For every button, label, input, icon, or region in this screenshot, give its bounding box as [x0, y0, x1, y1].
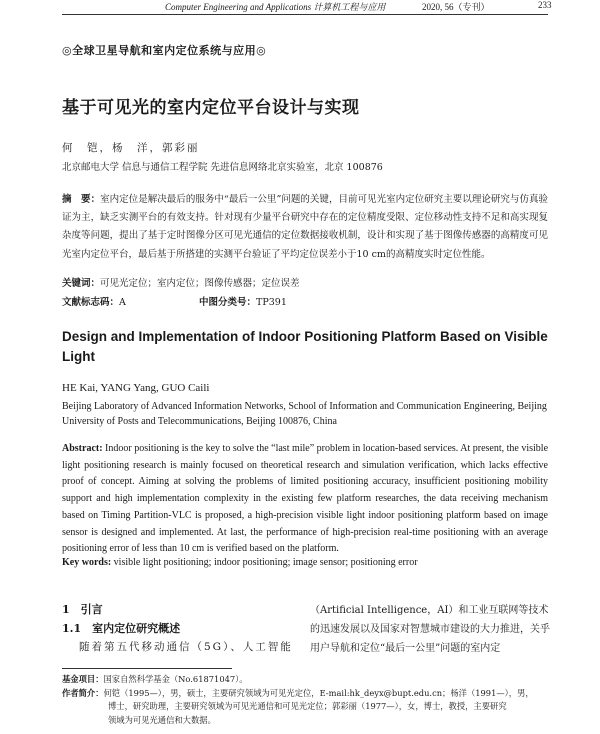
doc-code-label: 文献标志码：: [62, 297, 120, 308]
body-text-left: 随着第五代移动通信（5G）、人工智能: [79, 641, 293, 653]
english-keywords-text: visible light positioning; indoor positioning; image sensor; positioning error: [113, 557, 418, 568]
chinese-keywords-label: 关键词：: [62, 278, 101, 289]
section-tag: ◎全球卫星导航和室内定位系统与应用◎: [62, 44, 267, 57]
author-bio-line: [62, 687, 552, 701]
english-abstract-text: Indoor positioning is the key to solve the “last mile” problem in location-based services. At present, the visible light positioning research is mainly focused on theoretical research and simulation verification, which lacks effective proof of concept. Aiming at solving the problems of limited positioning accuracy, insufficient positioning mobility support and high implementation complexity in the existing few platform researches, the data receiving mechanism based on Timing Partition-VLC is proposed, a high-precision visible light indoor positioning platform based on image sensor is designed and implemented. At last, the performance of high-precision real-time positioning with an average positioning error of less than 10 cm is verified based on the platform.: [62, 443, 549, 555]
section-heading-1: 1 引言: [62, 603, 103, 616]
english-affiliation: Beijing Laboratory of Advanced Information Networks, School of Information and Communication Engineering, Beijing University of Posts and Telecommunications, Beijing 100876, China: [62, 401, 547, 427]
section-heading-1-1: 1.1 室内定位研究概述: [62, 622, 181, 635]
clc-label: 中图分类号：: [199, 297, 257, 308]
year-volume: 2020, 56（专刊）: [422, 2, 490, 12]
english-authors: HE Kai, YANG Yang, GUO Caili: [62, 382, 210, 394]
footnote: [62, 673, 552, 727]
author-bio-line-2: 博士，研究助理，主要研究领域为可见光通信和可见光定位；郭彩丽（1977—），女，博士，教授，主要研究: [108, 701, 507, 711]
body-text-right: （Artificial Intelligence，AI）和工业互联网等技术的迅速发展以及国家对智慧城市建设的大力推进，关乎用户导航和定位“最后一公里”问题的室内定: [310, 605, 550, 654]
journal-name: Computer Engineering and Applications 计算机工程与应用: [165, 2, 386, 12]
doc-code: A: [119, 297, 126, 308]
author-bio-text: 何铠（1995—），男，硕士，主要研究领域为可见光定位，E-mail:hk_deyx@bupt.edu.cn；杨洋（1991—），男，: [103, 687, 534, 698]
author-bio-line-3: 领域为可见光通信和大数据。: [108, 714, 216, 725]
english-title: Design and Implementation of Indoor Positioning Platform Based on Visible Light: [62, 329, 548, 364]
chinese-keywords: [62, 275, 300, 289]
fund-line: [62, 673, 552, 687]
chinese-abstract-label: 摘 要：: [62, 194, 101, 205]
english-abstract-label: Abstract:: [62, 443, 103, 454]
clc-value: TP391: [256, 297, 287, 308]
fund-label: 基金项目：: [62, 674, 104, 684]
chinese-abstract: [62, 191, 548, 264]
chinese-abstract-text: 室内定位是解决最后的服务中“最后一公里”问题的关键，目前可见光室内定位研究主要以理论研究与仿真验证为主，缺乏实测平台的有效支持。针对现有少量平台研究中存在的定位精度受限、定位移动性支持不足和高实现复杂度等问题，提出了基于定时图像分区可见光通信的定位数据接收机制，设计和实现了基于图像传感器的高精度可见光室内定位平台，最后基于所搭建的实测平台验证了平均定位误差小于10 cm的高精度实时定位性能。: [62, 194, 548, 260]
running-header: [0, 0, 600, 14]
chinese-affiliation: 北京邮电大学 信息与通信工程学院 先进信息网络北京实验室，北京 100876: [62, 162, 383, 173]
clc-number: [199, 294, 287, 308]
page-number: 233: [538, 0, 552, 10]
chinese-authors: 何 铠，杨 洋，郭彩丽: [62, 142, 200, 154]
chinese-title: 基于可见光的室内定位平台设计与实现: [62, 98, 360, 118]
english-keywords-label: Key words:: [62, 557, 112, 568]
chinese-keywords-text: 可见光定位；室内定位；图像传感器；定位误差: [100, 278, 300, 289]
header-divider: [62, 14, 548, 15]
footnote-divider: [62, 668, 232, 669]
author-bio-label: 作者简介：: [62, 687, 104, 698]
english-keywords: [62, 557, 548, 568]
chinese-meta: [62, 294, 548, 308]
english-abstract: [62, 441, 548, 558]
fund-text: 国家自然科学基金（No.61871047）。: [103, 674, 248, 684]
